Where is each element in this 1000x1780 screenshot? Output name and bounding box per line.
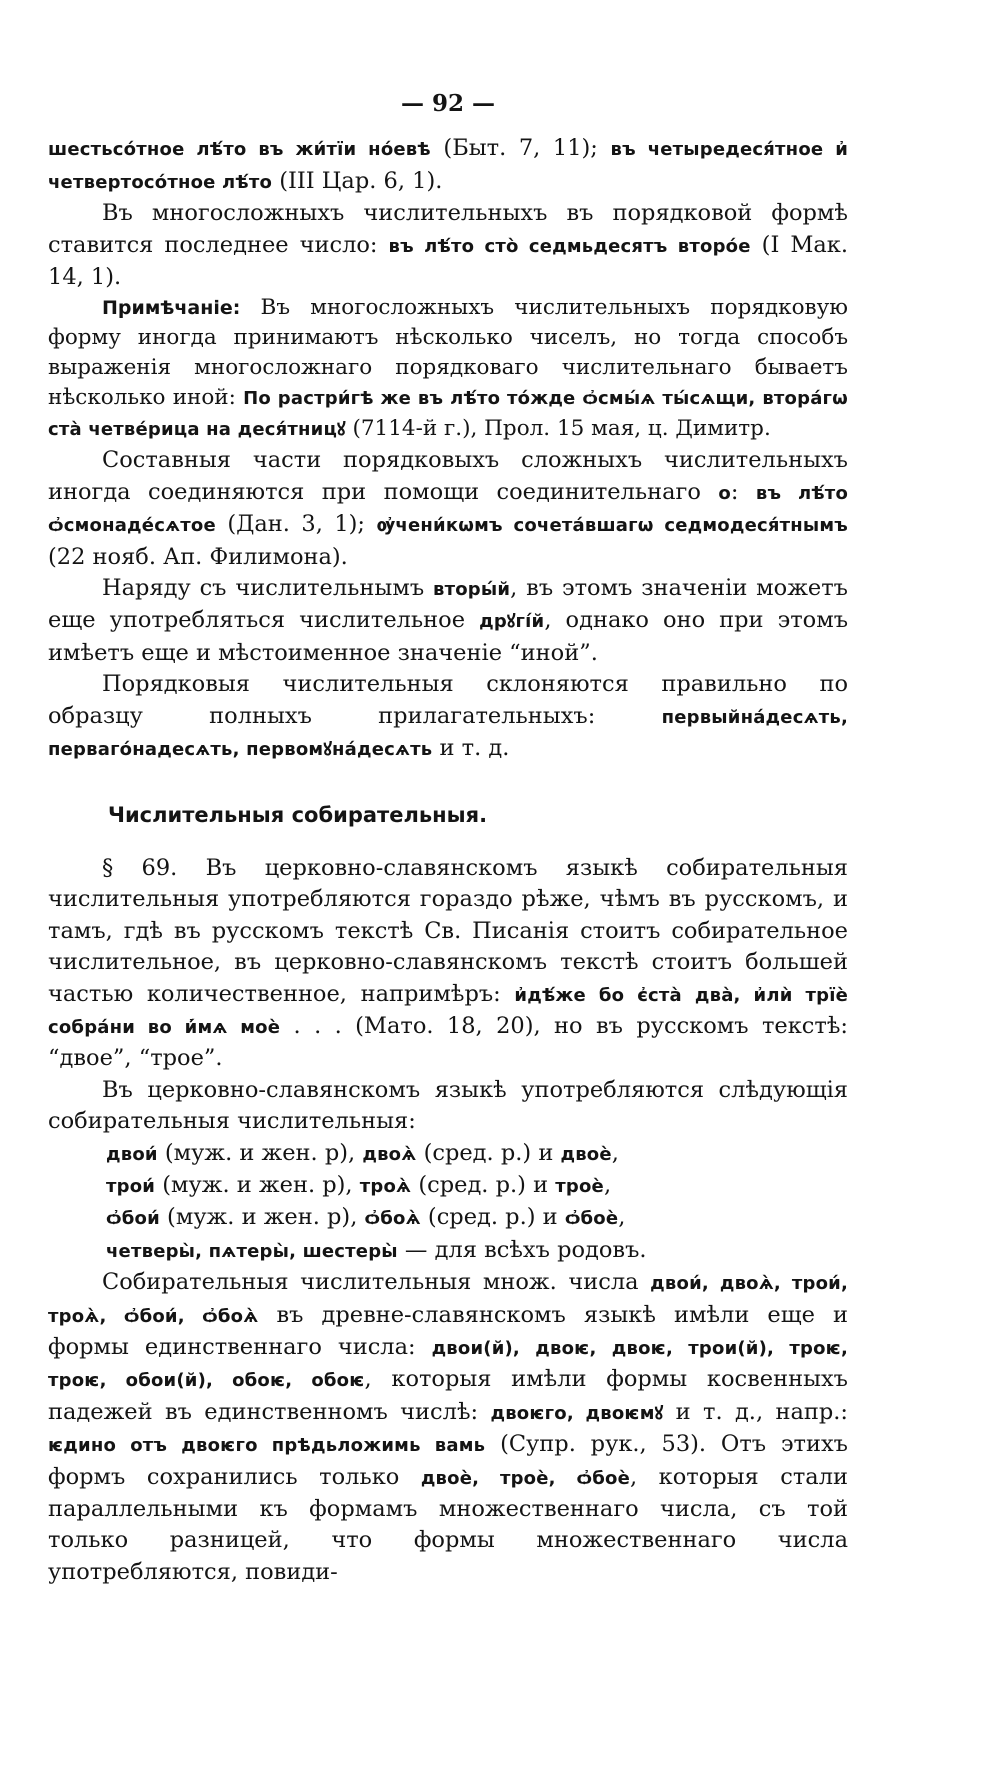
text-segment: (I Мак. 14, 1). [48,231,849,291]
text-segment: (сред. р.) и [416,1139,561,1166]
text-segment: (сред. р.) и [420,1204,565,1231]
paragraph-4 [48,573,848,669]
text-segment: , въ этомъ значеніи можетъ еще употребляться числительное [48,575,848,634]
paragraph-5 [48,669,848,765]
church-slavonic-quote: въ лѣ́то сто̀ седмьдесятъ второ́е [388,235,751,257]
church-slavonic-word: четверы̀, пѧтеры̀, шестеры̀ [106,1240,398,1262]
list-item [106,1202,848,1234]
text-segment: (муж. и жен. р), [155,1171,360,1198]
text-segment: Въ многосложныхъ числительныхъ въ порядковой формѣ ставится последнее число: [48,200,848,258]
text-segment: , которыя стали параллельными къ формамъ множественнаго числа, съ той только разницей, что формы множественнаго числа употребляются, повиди- [48,1463,848,1585]
text-segment: , которыя имѣли формы косвенныхъ падежей въ единственномъ числѣ: [48,1366,848,1425]
paragraph-3 [48,445,848,573]
text-segment: Порядковыя числительныя склоняются правильно по образцу полныхъ прилагательныхъ: [48,671,848,729]
page [48,88,848,1588]
text-segment: въ древне-славянскомъ языкѣ имѣли еще и формы единственнаго числа: [48,1301,848,1360]
church-slavonic-word: дрꙋгі́й [479,611,545,633]
church-slavonic-word: ѻ҆бои́ [106,1208,160,1230]
text-segment: Собирательныя числительныя множ. числа [102,1269,651,1296]
text-segment: (Супр. рук., 53). Отъ этихъ формъ сохранились только [48,1431,848,1490]
text-segment: Составныя части порядковыхъ сложныхъ числительныхъ иногда соединяются при помощи соединительнаго [48,447,848,505]
paragraph-2 [48,198,848,293]
text-segment: (Быт. 7, 11); [430,135,611,162]
note-label: Примѣчаніе: [102,297,241,320]
text-segment: , [603,1171,612,1198]
church-slavonic-quote: шестьсо́тное лѣ́то въ жи́тїи но́евѣ [48,139,431,161]
church-slavonic-quote: въ лѣ́то ѻ҆смонаде́сѧтое [48,482,849,537]
text-segment: (муж. и жен. р), [159,1204,365,1231]
church-slavonic-word: двоѐ [560,1143,612,1165]
text-segment: и т. д., напр.: [663,1398,849,1425]
paragraph-8 [48,1267,848,1588]
text-segment: Наряду съ числительнымъ [102,575,433,602]
text-segment: (III Цар. 6, 1). [272,167,443,194]
paragraph-7 [48,1075,848,1138]
text-segment: : [730,478,756,505]
list-item [106,1170,848,1202]
church-slavonic-word: ѻ҆боѧ̀ [364,1208,421,1230]
church-slavonic-word: ѻ҆боѐ [564,1208,619,1230]
church-slavonic-word: трои́ [106,1175,156,1197]
church-slavonic-quote: По растри́гѣ же въ лѣ́то то́жде ѻ҆смы́ѧ ты́сѧщи, втора́гѡ ста̀ четве́рица на деся́тницꙋ [48,388,848,441]
text-segment: , [611,1139,619,1166]
church-slavonic-letter: о [718,482,731,504]
church-slavonic-quote: первыйна́десѧть, перваго́надесѧть, первомꙋна́десѧть [48,706,848,761]
church-slavonic-quote: и҆дѣ́же бо є҆ста̀ два̀, и҆лѝ трїѐ собра́ни во и҆́мѧ моѐ [48,984,848,1038]
text-segment: (7114-й г.), Прол. 15 мая, ц. Димитр. [345,416,771,442]
church-slavonic-word: троѧ̀ [359,1175,412,1197]
text-segment: , однако оно при этомъ имѣетъ еще и мѣстоименное значеніе “иной”. [48,607,849,666]
church-slavonic-quote: двои(й), двоѥ, двоѥ, трои(й), троѥ, троѥ, обои(й), обоѥ, обоѥ [48,1338,848,1392]
page-number: — 92 — [400,90,496,117]
section-heading: Числительныя собирательныя. [108,802,488,827]
paragraph-1 [48,133,848,198]
text-segment: (22 нояб. Ап. Филимона). [48,543,348,570]
text-segment: (муж. и жен. р), [157,1139,363,1166]
text-segment: (сред. р.) и [411,1171,556,1198]
text-segment: и т. д. [432,735,510,762]
section-number: § 69. [102,854,178,881]
text-segment: Въ многосложныхъ числительныхъ порядковую форму иногда принимаютъ нѣсколько чиселъ, но тогда способъ выраженія многосложнаго порядковаго числительнаго бываетъ нѣсколько иной: [48,295,848,411]
paragraph-6 [48,853,848,1075]
text-segment: Въ церковно-славянскомъ языкѣ употребляются слѣдующія собирательныя числительныя: [48,1076,848,1135]
church-slavonic-word: вторы́й [432,579,511,601]
text-segment: — для всѣхъ родовъ. [397,1236,647,1263]
church-slavonic-quote: двоѥго, двоѥмꙋ [490,1402,664,1424]
church-slavonic-quote: двоѐ, троѐ, ѻ҆боѐ [420,1467,630,1489]
church-slavonic-word: двоѧ̀ [362,1143,417,1165]
church-slavonic-word: двои́ [106,1143,158,1165]
list-item [106,1235,848,1267]
list-item [106,1138,848,1170]
church-slavonic-quote: ѥдино отъ двоѥго прѣдьложимь вамь [48,1435,486,1457]
collective-numerals-list [106,1138,848,1268]
church-slavonic-quote: въ четыредеся́тное и҆ четвертосо́тное лѣ́то [48,139,849,193]
church-slavonic-word: троѐ [555,1175,604,1197]
church-slavonic-quote: ѹ҆чени́кѡмъ сочета́вшагѡ седмодеся́тнымъ [376,515,848,537]
text-segment: . . . (Мато. 18, 20), но въ русскомъ текстѣ: “двое”, “трое”. [48,1012,848,1072]
church-slavonic-quote: двои́, двоѧ̀, трои́, троѧ̀, ѻ҆бои́, ѻ҆боѧ̀ [48,1273,848,1327]
text-segment: Въ церковно-славянскомъ языкѣ собирательныя числительныя употребляются гораздо рѣже, чѣмъ въ русскомъ, и тамъ, гдѣ въ русскомъ текстѣ Св. Писанія стоитъ собирательное числительное, въ церковно-славянскомъ текстѣ стоитъ большей частью количественное, напримѣръ: [48,854,848,1007]
text-segment: (Дан. 3, 1); [215,511,377,538]
note-paragraph [48,293,848,445]
text-segment: , [618,1204,626,1231]
